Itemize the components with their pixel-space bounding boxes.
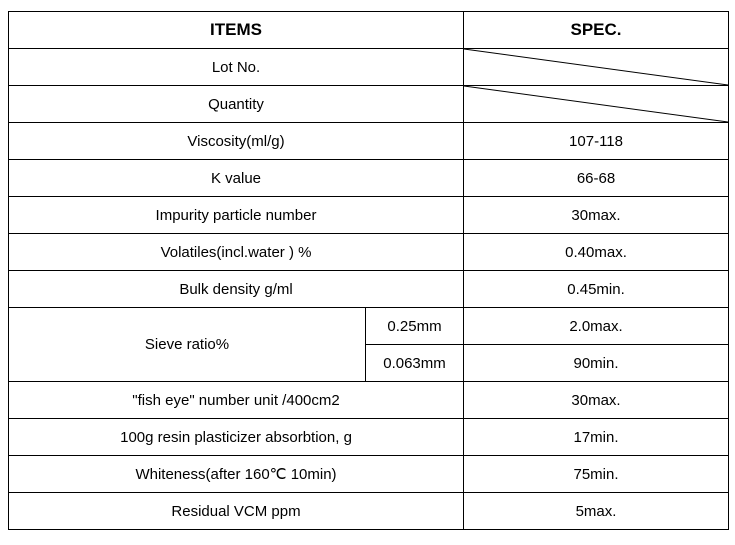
- diagonal-strike: [464, 86, 728, 122]
- table-row: [9, 123, 729, 160]
- spec-lot-no-blank: [464, 49, 729, 86]
- specification-table: [8, 11, 728, 536]
- item-whiteness: Whiteness(after 160℃ 10min): [9, 456, 464, 493]
- item-quantity: Quantity: [9, 86, 464, 123]
- table-row: [9, 456, 729, 493]
- table-row: [9, 493, 729, 530]
- spec-volatiles: 0.40max.: [464, 234, 729, 271]
- item-sieve-ratio: Sieve ratio%: [9, 308, 366, 382]
- items-header: ITEMS: [9, 12, 464, 49]
- item-lot-no: Lot No.: [9, 49, 464, 86]
- table-row: [9, 382, 729, 419]
- spec-sieve-2: 90min.: [464, 345, 729, 382]
- spec-k-value: 66-68: [464, 160, 729, 197]
- table-row: [9, 197, 729, 234]
- item-volatiles: Volatiles(incl.water ) %: [9, 234, 464, 271]
- table-row: [9, 271, 729, 308]
- spec-residual-vcm: 5max.: [464, 493, 729, 530]
- item-impurity: Impurity particle number: [9, 197, 464, 234]
- table-row: [9, 86, 729, 123]
- table-row: [9, 49, 729, 86]
- item-bulk-density: Bulk density g/ml: [9, 271, 464, 308]
- item-viscosity: Viscosity(ml/g): [9, 123, 464, 160]
- diagonal-strike: [464, 49, 728, 85]
- sieve-size-1: 0.25mm: [366, 308, 464, 345]
- spec-header: SPEC.: [464, 12, 729, 49]
- spec-bulk-density: 0.45min.: [464, 271, 729, 308]
- spec-whiteness: 75min.: [464, 456, 729, 493]
- sieve-size-2: 0.063mm: [366, 345, 464, 382]
- table-row: [9, 419, 729, 456]
- spec-fish-eye: 30max.: [464, 382, 729, 419]
- header-row: [9, 12, 729, 49]
- item-residual-vcm: Residual VCM ppm: [9, 493, 464, 530]
- table-row: [9, 234, 729, 271]
- spec-impurity: 30max.: [464, 197, 729, 234]
- table-row: [9, 160, 729, 197]
- spec-viscosity: 107-118: [464, 123, 729, 160]
- spec-absorption: 17min.: [464, 419, 729, 456]
- item-absorption: 100g resin plasticizer absorbtion, g: [9, 419, 464, 456]
- item-k-value: K value: [9, 160, 464, 197]
- table-row: [9, 308, 729, 345]
- item-fish-eye: "fish eye" number unit /400cm2: [9, 382, 464, 419]
- spec-quantity-blank: [464, 86, 729, 123]
- spec-sieve-1: 2.0max.: [464, 308, 729, 345]
